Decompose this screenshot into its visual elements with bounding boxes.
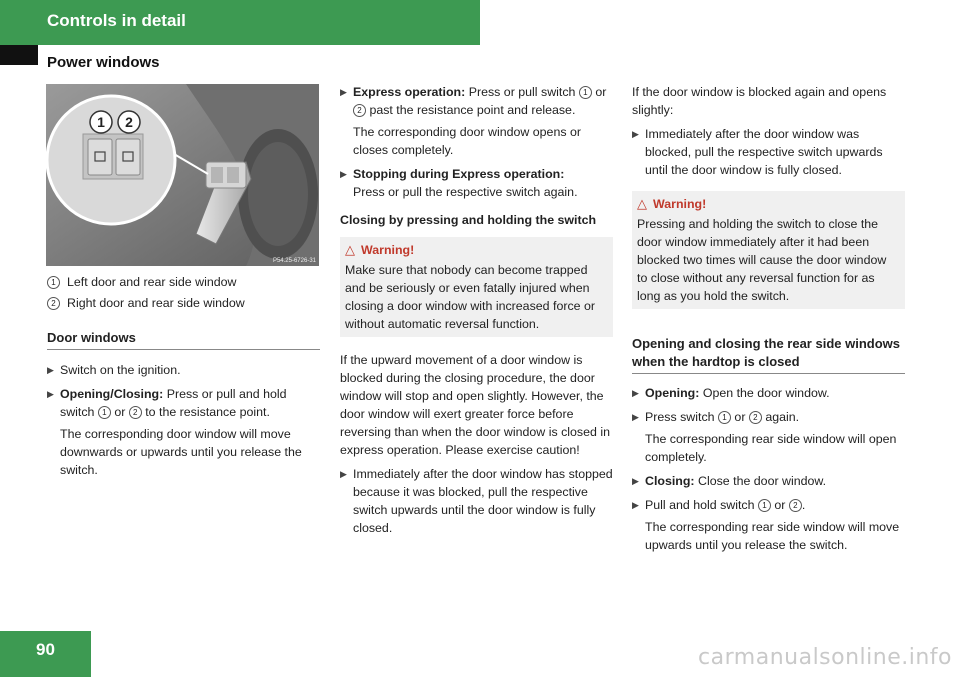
switch-2-label: 2 — [125, 114, 133, 130]
list-item: ▶ Opening/Closing: Press or pull and hold switch 1 or 2 to the resistance point. — [47, 387, 287, 419]
column-1 — [47, 273, 320, 479]
door-panel-illustration — [46, 84, 319, 266]
list-item: ▶ Stopping during Express operation: Press or pull the respective switch again. — [340, 167, 578, 199]
list-item: ▶ Immediately after the door window was blocked, pull the respective switch upwards until the door window is fully closed. — [632, 127, 883, 177]
bullet-arrow-icon: ▶ — [47, 365, 54, 375]
bullet-arrow-icon: ▶ — [47, 389, 54, 399]
section-heading-door-windows: Door windows — [47, 329, 320, 350]
list-item: ▶ Switch on the ignition. — [47, 363, 181, 377]
bullet-arrow-icon: ▶ — [340, 87, 347, 97]
list-item-detail: The corresponding door window will move downwards or upwards until you release the switch. — [60, 427, 302, 477]
warning-triangle-icon: △ — [637, 196, 647, 211]
list-item-detail: The corresponding rear side window will open completely. — [645, 432, 897, 464]
page-number: 90 — [36, 640, 55, 659]
paragraph: If the door window is blocked again and opens slightly: — [632, 85, 887, 117]
subheading-closing: Closing by pressing and holding the switch — [340, 213, 597, 227]
bullet-arrow-icon: ▶ — [632, 388, 639, 398]
header-tab-marker — [0, 45, 38, 65]
warning-triangle-icon: △ — [345, 242, 355, 257]
list-item: ▶ Immediately after the door window has stopped because it was blocked, pull the respective switch upwards until the door window is fully closed. — [340, 467, 613, 535]
warning-box: △ Warning! Make sure that nobody can become trapped and be seriously or even fatally injured when closing a door window with increased force or without automatic reversal function. — [340, 237, 613, 337]
bullet-arrow-icon: ▶ — [340, 169, 347, 179]
page-title: Power windows — [47, 54, 160, 71]
column-2 — [340, 83, 613, 537]
column-3 — [632, 83, 905, 554]
section-heading-rear-windows: Opening and closing the rear side windows when the hardtop is closed — [632, 335, 905, 374]
warning-text: Pressing and holding the switch to close the door window immediately after it had been blocked two times will cause the door window to close without any reversal function for as long as you hold the switch. — [637, 217, 887, 303]
switch-1-label: 1 — [97, 114, 105, 130]
bullet-arrow-icon: ▶ — [632, 129, 639, 139]
warning-box: △ Warning! Pressing and holding the switch to close the door window immediately after it had been blocked two times will cause the door window to close without any reversal function for as long as you hold the switch. — [632, 191, 905, 309]
list-item: ▶ Pull and hold switch 1 or 2 . — [632, 498, 806, 512]
bullet-arrow-icon: ▶ — [632, 500, 639, 510]
watermark: carmanualsonline.info — [698, 645, 952, 670]
legend-item-1: 1 Left door and rear side window — [47, 273, 320, 291]
list-item: ▶ Express operation: Press or pull switch 1 or 2 past the resistance point and release. — [340, 85, 607, 117]
warning-text: Make sure that nobody can become trapped and be seriously or even fatally injured when closing a door window with increased force or without automatic reversal function. — [345, 263, 596, 331]
list-item: ▶ Press switch 1 or 2 again. — [632, 410, 800, 424]
bullet-arrow-icon: ▶ — [632, 476, 639, 486]
bullet-arrow-icon: ▶ — [340, 469, 347, 479]
list-item: ▶ Opening: Open the door window. — [632, 386, 830, 400]
power-window-switch-figure — [46, 84, 319, 266]
section-title: Controls in detail — [47, 11, 186, 30]
list-item-detail: The corresponding door window opens or closes completely. — [353, 125, 581, 157]
list-item: ▶ Closing: Close the door window. — [632, 474, 827, 488]
legend-item-2: 2 Right door and rear side window — [47, 294, 320, 312]
paragraph: If the upward movement of a door window is blocked during the closing procedure, the door window will stop and open slightly. However, the door window will exert greater force before reversing than when the door window is closed in express operation. Please exercise caution! — [340, 353, 610, 457]
list-item-detail: The corresponding rear side window will move upwards until you release the switch. — [645, 520, 900, 552]
figure-code: P54.25-6726-31 — [272, 258, 316, 264]
bullet-arrow-icon: ▶ — [632, 412, 639, 422]
